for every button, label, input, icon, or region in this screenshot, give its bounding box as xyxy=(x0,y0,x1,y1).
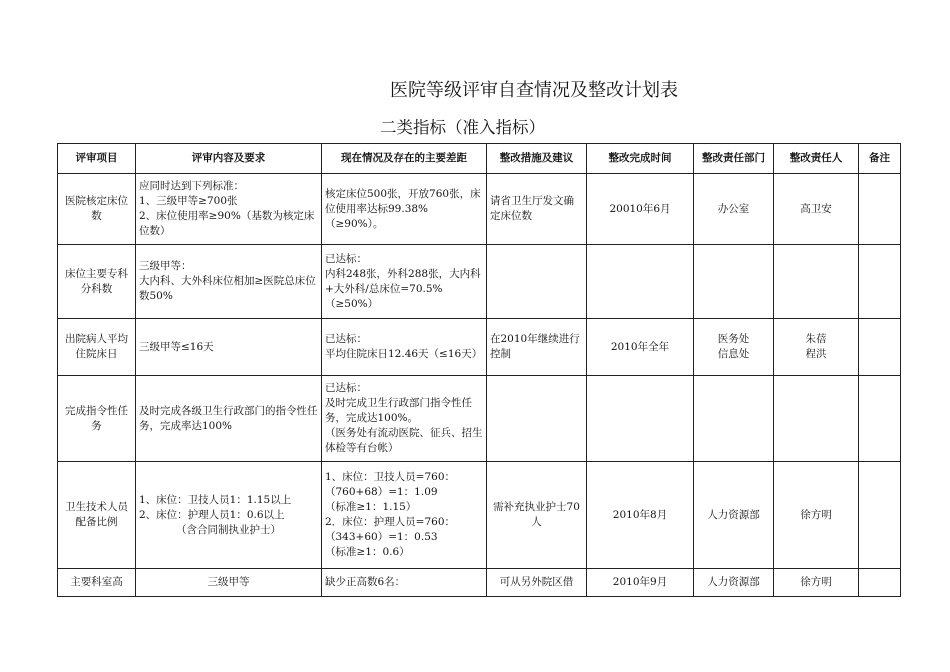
cell-status: 1、床位：卫技人员=760：（760+68）=1：1.09 （标准≥1：1.15） 2．床位：护理人员=760：（343+60）=1：0.53 （标准≥1：0.6） xyxy=(322,462,487,569)
cell-requirement: 1、床位：卫技人员1：1.15以上 2、床位：护理人员1：0.6以上 （含合同制执业护士） xyxy=(136,462,322,569)
cell-time: 2010年全年 xyxy=(587,319,694,376)
cell-status: 核定床位500张，开放760张，床位使用率达标99.38%（≥90%）。 xyxy=(322,174,487,245)
header-time: 整改完成时间 xyxy=(587,144,694,174)
cell-time xyxy=(587,376,694,462)
header-dept: 整改责任部门 xyxy=(694,144,774,174)
cell-measure: 在2010年继续进行控制 xyxy=(487,319,587,376)
header-status: 现在情况及存在的主要差距 xyxy=(322,144,487,174)
cell-status: 已达标： 及时完成卫生行政部门指令性任务，完成达100%。 （医务处有流动医院、征兵、招生体检等有台帐） xyxy=(322,376,487,462)
header-note: 备注 xyxy=(859,144,901,174)
cell-item: 床位主要专科分科数 xyxy=(58,245,136,319)
document-title: 医院等级评审自查情况及整改计划表 xyxy=(390,80,678,101)
cell-dept xyxy=(694,376,774,462)
table-row xyxy=(58,319,901,376)
cell-dept: 办公室 xyxy=(694,174,774,245)
cell-note xyxy=(859,569,901,597)
cell-person: 高卫安 xyxy=(774,174,859,245)
cell-requirement: 应同时达到下列标准： 1、三级甲等≥700张 2、床位使用率≥90%（基数为核定床位数） xyxy=(136,174,322,245)
cell-note xyxy=(859,245,901,319)
cell-item: 主要科室高 xyxy=(58,569,136,597)
cell-item: 卫生技术人员配备比例 xyxy=(58,462,136,569)
rectification-plan-table xyxy=(57,143,901,597)
table-header-row xyxy=(58,144,901,174)
cell-item: 出院病人平均住院床日 xyxy=(58,319,136,376)
cell-measure: 需补充执业护士70人 xyxy=(487,462,587,569)
table-row xyxy=(58,376,901,462)
table-row xyxy=(58,245,901,319)
cell-note xyxy=(859,174,901,245)
cell-requirement: 及时完成各级卫生行政部门的指令性任务，完成率达100% xyxy=(136,376,322,462)
cell-person: 朱蓓 程洪 xyxy=(774,319,859,376)
header-item: 评审项目 xyxy=(58,144,136,174)
cell-dept xyxy=(694,245,774,319)
cell-person: 徐方明 xyxy=(774,569,859,597)
header-requirement: 评审内容及要求 xyxy=(136,144,322,174)
cell-item: 完成指令性任务 xyxy=(58,376,136,462)
cell-time: 20010年6月 xyxy=(587,174,694,245)
cell-person xyxy=(774,376,859,462)
cell-status: 已达标： 平均住院床日12.46天（≤16天） xyxy=(322,319,487,376)
cell-note xyxy=(859,462,901,569)
document-subtitle: 二类指标（准入指标） xyxy=(380,118,545,137)
cell-measure: 请省卫生厅发文确定床位数 xyxy=(487,174,587,245)
cell-dept: 人力资源部 xyxy=(694,569,774,597)
table-row xyxy=(58,569,901,597)
table-row xyxy=(58,462,901,569)
cell-measure xyxy=(487,376,587,462)
cell-note xyxy=(859,319,901,376)
cell-requirement: 三级甲等≤16天 xyxy=(136,319,322,376)
cell-person xyxy=(774,245,859,319)
cell-measure xyxy=(487,245,587,319)
cell-note xyxy=(859,376,901,462)
cell-dept: 人力资源部 xyxy=(694,462,774,569)
cell-time: 2010年9月 xyxy=(587,569,694,597)
table-row xyxy=(58,174,901,245)
cell-status: 已达标： 内科248张，外科288张，大内科+大外科/总床位=70.5%（≥50%） xyxy=(322,245,487,319)
cell-requirement: 三级甲等 xyxy=(136,569,322,597)
cell-time: 2010年8月 xyxy=(587,462,694,569)
cell-person: 徐方明 xyxy=(774,462,859,569)
header-measure: 整改措施及建议 xyxy=(487,144,587,174)
cell-status: 缺少正高数6名： xyxy=(322,569,487,597)
header-person: 整改责任人 xyxy=(774,144,859,174)
cell-item: 医院核定床位数 xyxy=(58,174,136,245)
cell-dept: 医务处 信息处 xyxy=(694,319,774,376)
cell-time xyxy=(587,245,694,319)
cell-requirement: 三级甲等： 大内科、大外科床位相加≥医院总床位数50% xyxy=(136,245,322,319)
cell-measure: 可从另外院区借 xyxy=(487,569,587,597)
